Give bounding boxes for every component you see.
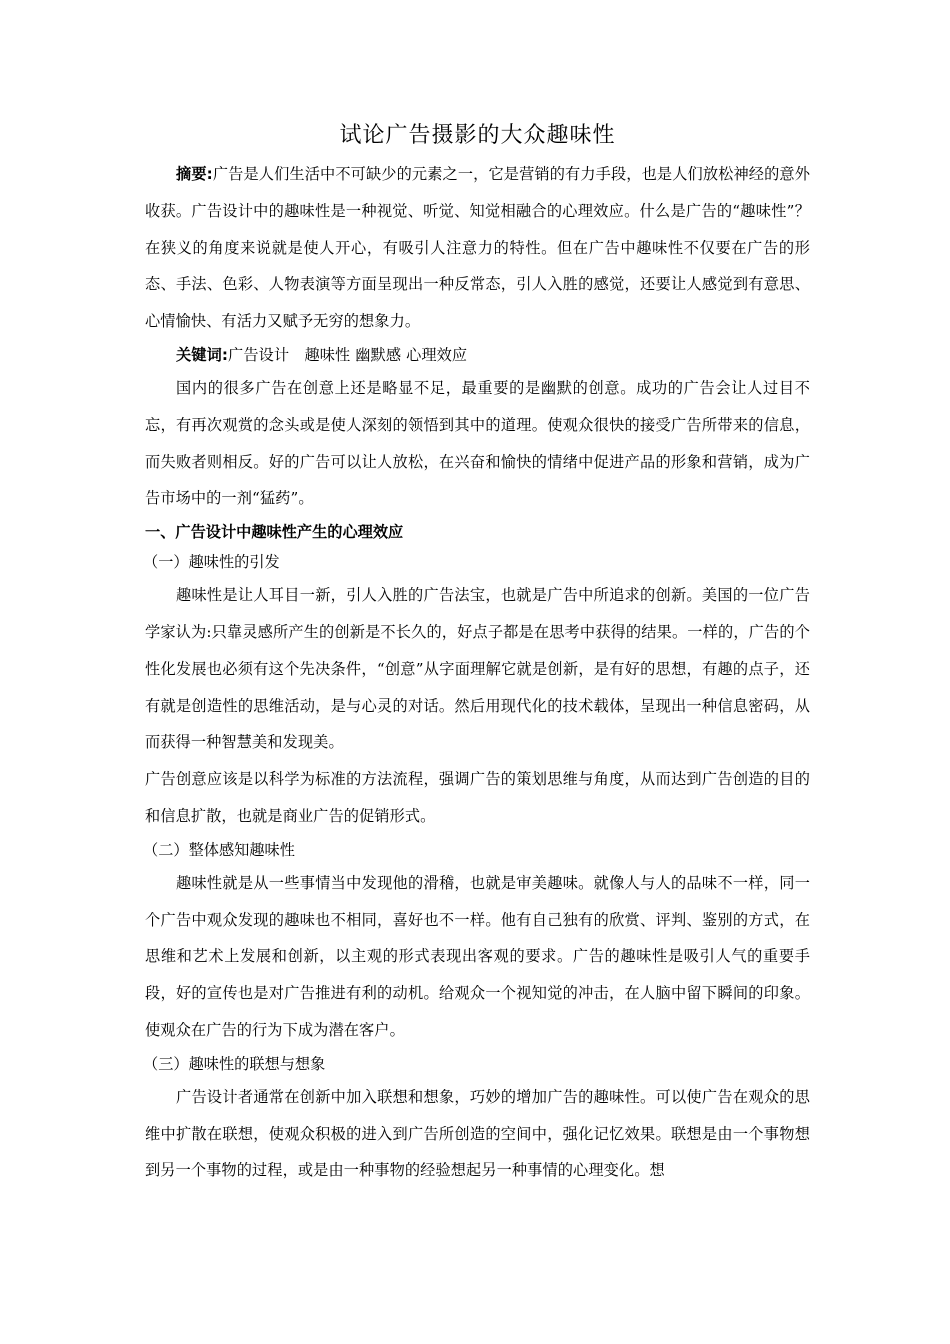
subsection-2-paragraph-1: 趣味性就是从一些事情当中发现他的滑稽，也就是审美趣味。就像人与人的品味不一样，同一个广告中观众发现的趣味也不相同，喜好也不一样。他有自己独有的欣赏、评判、鉴别的方式，在思维和艺术上发展和创新，以主观的形式表现出客观的要求。广告的趣味性是吸引人气的重要手段，好的宣传也是对广告推进有利的动机。给观众一个视知觉的冲击，在人脑中留下瞬间的印象。使观众在广告的行为下成为潜在客户。 bbox=[145, 873, 810, 1039]
abstract-paragraph bbox=[145, 156, 810, 340]
abstract-label: 摘要: bbox=[176, 165, 213, 183]
keywords-paragraph bbox=[145, 340, 810, 370]
document-title: 试论广告摄影的大众趣味性 bbox=[339, 123, 616, 148]
subsection-1-paragraph-1: 趣味性是让人耳目一新，引人入胜的广告法宝，也就是广告中所追求的创新。美国的一位广告学家认为:只靠灵感所产生的创新是不长久的，好点子都是在思考中获得的结果。一样的，广告的个性化发展也必须有这个先决条件，“创意”从字面理解它就是创新，是有好的思想，有趣的点子，还有就是创造性的思维活动，是与心灵的对话。然后用现代化的技术载体，呈现出一种信息密码，从而获得一种智慧美和发现美。 bbox=[145, 586, 810, 752]
subsection-3-paragraph-1: 广告设计者通常在创新中加入联想和想象，巧妙的增加广告的趣味性。可以使广告在观众的思维中扩散在联想，使观众积极的进入到广告所创造的空间中，强化记忆效果。联想是由一个事物想到另一个事物的过程，或是由一种事物的经验想起另一种事情的心理变化。想 bbox=[145, 1087, 810, 1180]
subsection-1-heading: （一）趣味性的引发 bbox=[143, 553, 280, 572]
section-1-heading: 一、广告设计中趣味性产生的心理效应 bbox=[145, 523, 404, 542]
subsection-2-heading: （二）整体感知趣味性 bbox=[143, 840, 295, 859]
keywords-label: 关键词: bbox=[176, 345, 229, 364]
document-page bbox=[145, 120, 810, 1189]
subsection-1-paragraph-2: 广告创意应该是以科学为标准的方法流程，强调广告的策划思维与角度，从而达到广告创造的目的和信息扩散，也就是商业广告的促销形式。 bbox=[145, 770, 810, 825]
keywords-text: 广告设计 趣味性 幽默感 心理效应 bbox=[228, 345, 468, 364]
intro-paragraph: 国内的很多广告在创意上还是略显不足，最重要的是幽默的创意。成功的广告会让人过目不忘，有再次观赏的念头或是使人深刻的领悟到其中的道理。使观众很快的接受广告所带来的信息，而失败者则相反。好的广告可以让人放松，在兴奋和愉快的情绪中促进产品的形象和营销，成为广告市场中的一剂“猛药”。 bbox=[145, 378, 810, 508]
abstract-text: 广告是人们生活中不可缺少的元素之一，它是营销的有力手段，也是人们放松神经的意外收获。广告设计中的趣味性是一种视觉、听觉、知觉相融合的心理效应。什么是广告的“趣味性”？在狭义的角度来说就是使人开心，有吸引人注意力的特性。但在广告中趣味性不仅要在广告的形态、手法、色彩、人物表演等方面呈现出一种反常态，引人入胜的感觉，还要让人感觉到有意思、心情愉快、有活力又赋予无穷的想象力。 bbox=[145, 165, 811, 331]
subsection-3-heading: （三）趣味性的联想与想象 bbox=[143, 1054, 326, 1073]
